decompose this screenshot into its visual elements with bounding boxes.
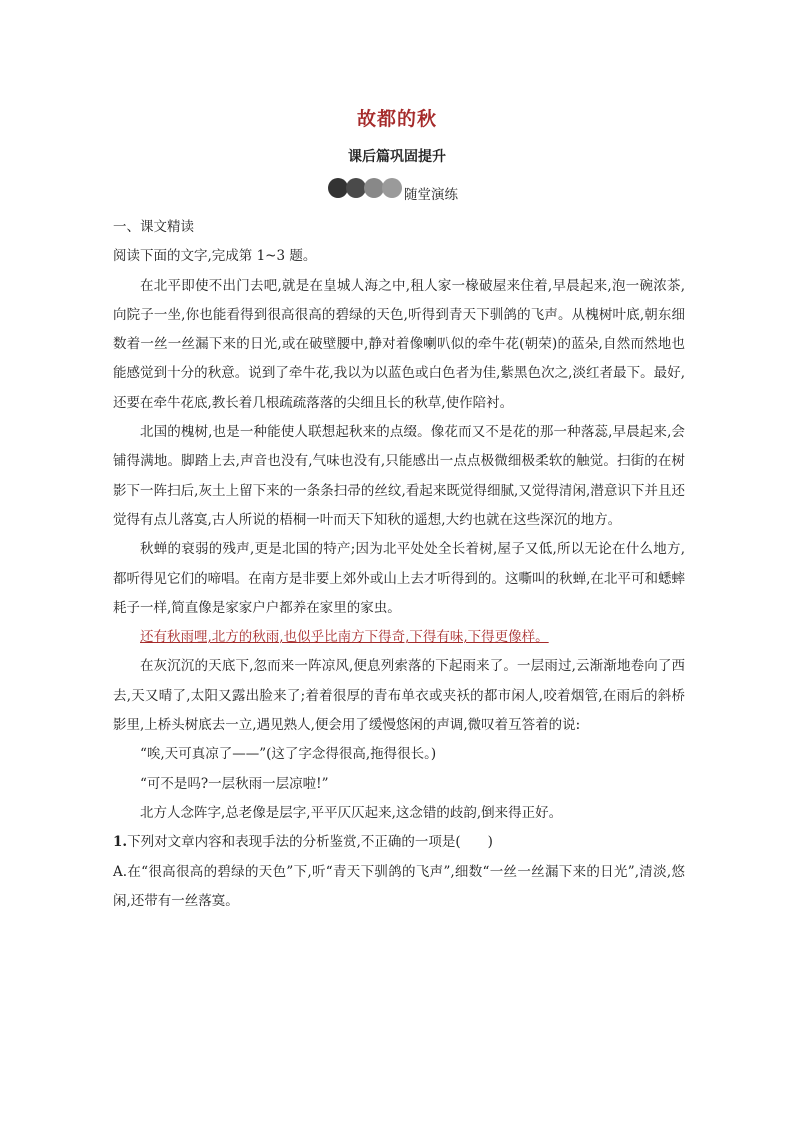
banner-dot-icon (382, 178, 402, 198)
dialogue-line: “唉,天可真凉了——”(这了字念得很高,拖得很长。) (140, 746, 437, 763)
highlighted-paragraph (113, 623, 685, 652)
option-a: A.在“很高很高的碧绿的天色”下,听“青天下驯鸽的飞声”,细数“一丝一丝漏下来的日光”,清淡,悠闲,还带有一丝落寞。 (113, 863, 685, 909)
paragraph: 在灰沉沉的天底下,忽而来一阵凉风,便息列索落的下起雨来了。一层雨过,云渐渐地卷向了西去,天又晴了,太阳又露出脸来了;着着很厚的青布单衣或夹袄的都市闲人,咬着烟管,在雨后的斜桥影里,上桥头树底去一立,遇见熟人,便会用了缓慢悠闲的声调,微叹着互答着的说: (113, 658, 685, 734)
question-number: 1. (113, 834, 128, 851)
paragraph: 北方人念阵字,总老像是层字,平平仄仄起来,这念错的歧韵,倒来得正好。 (140, 804, 563, 821)
document-title: 故都的秋 (356, 108, 437, 130)
paragraph: 在北平即使不出门去吧,就是在皇城人海之中,租人家一椽破屋来住着,早晨起来,泡一碗浓茶,向院子一坐,你也能看得到很高很高的碧绿的天色,听得到青天下驯鸽的飞声。从槐树叶底,朝东细数着一丝一丝漏下来的日光,或在破壁腰中,静对着像喇叭似的牵牛花(朝荣)的蓝朵,自然而然地也能感觉到十分的秋意。说到了牵牛花,我以为以蓝色或白色者为佳,紫黑色次之,淡红者最下。最好,还要在牵牛花底,教长着几根疏疏落落的尖细且长的秋草,使作陪衬。 (113, 277, 685, 411)
part-heading: 一、课文精读 (113, 219, 194, 235)
document-body (113, 213, 685, 916)
banner-dot-icon (346, 178, 366, 198)
banner-dot-icon (364, 178, 384, 198)
question-1 (113, 828, 685, 857)
section-banner (328, 177, 458, 203)
instruction-text: 阅读下面的文字,完成第 1~3 题。 (113, 248, 317, 265)
paragraph: 北国的槐树,也是一种能使人联想起秋来的点缀。像花而又不是花的那一种落蕊,早晨起来,会铺得满地。脚踏上去,声音也没有,气味也没有,只能感出一点点极微细极柔软的触觉。扫街的在树影下一阵扫后,灰土上留下来的一条条扫帚的丝纹,看起来既觉得细腻,又觉得清闲,潜意识下并且还觉得有点儿落寞,古人所说的梧桐一叶而天下知秋的遥想,大约也就在这些深沉的地方。 (113, 424, 685, 528)
paragraph: 秋蝉的衰弱的残声,更是北国的特产;因为北平处处全长着树,屋子又低,所以无论在什么地方,都听得见它们的啼唱。在南方是非要上郊外或山上去才听得到的。这嘶叫的秋蝉,在北平可和蟋蟀耗子一样,简直像是家家户户都养在家里的家虫。 (113, 541, 685, 616)
banner-dot-icon (328, 178, 348, 198)
underlined-sentence: 还有秋雨哩,北方的秋雨,也似乎比南方下得奇,下得有味,下得更像样。 (140, 629, 549, 646)
dialogue-line: “可不是吗?一层秋雨一层凉啦!” (140, 775, 329, 792)
question-text: 下列对文章内容和表现手法的分析鉴赏,不正确的一项是( ) (127, 834, 493, 851)
section-banner-label: 随堂演练 (404, 187, 458, 203)
document-subtitle: 课后篇巩固提升 (348, 149, 446, 165)
